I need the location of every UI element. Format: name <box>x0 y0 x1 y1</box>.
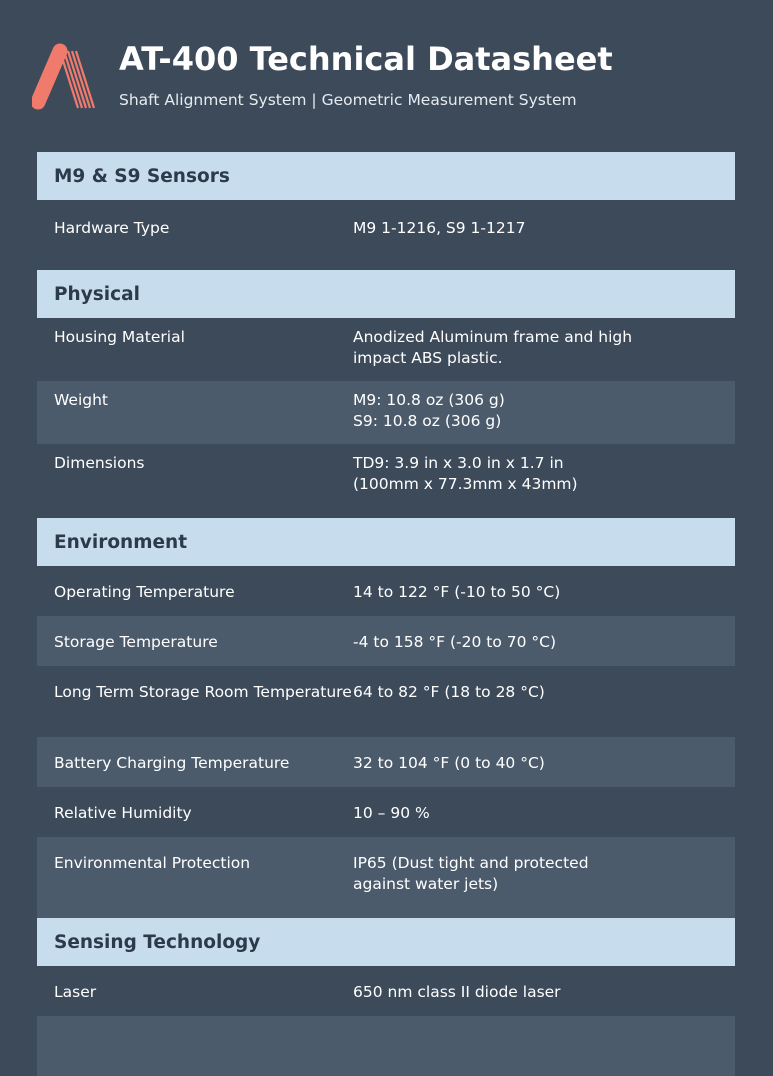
spec-value-line: S9: 10.8 oz (306 g) <box>353 412 502 430</box>
spec-value <box>353 1032 735 1076</box>
spec-value-line: IP65 (Dust tight and protected <box>353 854 589 872</box>
spec-value-line: Anodized Aluminum frame and high <box>353 328 633 346</box>
spec-row <box>37 787 735 837</box>
section-header: Environment <box>37 518 735 566</box>
spec-value-line: against water jets) <box>353 875 499 893</box>
spec-label: Housing Material <box>54 328 185 346</box>
spec-value <box>353 218 735 259</box>
spec-value <box>353 753 735 787</box>
brand-logo-icon <box>32 42 100 114</box>
spec-row <box>37 200 735 259</box>
page-title: AT-400 Technical Datasheet <box>119 40 613 78</box>
spec-label: Storage Temperature <box>54 633 218 651</box>
spec-row <box>37 616 735 666</box>
spec-value <box>353 853 735 918</box>
section-header: Sensing Technology <box>37 918 735 966</box>
spec-label: Hardware Type <box>54 219 170 237</box>
spec-label: Operating Temperature <box>54 583 235 601</box>
spec-value-line: TD9: 3.9 in x 3.0 in x 1.7 in <box>353 454 564 472</box>
spec-row <box>37 381 735 444</box>
spec-row <box>37 966 735 1016</box>
section-header: Physical <box>37 270 735 318</box>
spec-row <box>37 318 735 381</box>
spec-value-line: 10 – 90 % <box>353 804 430 822</box>
spec-row <box>37 566 735 616</box>
spec-value-line: 32 to 104 °F (0 to 40 °C) <box>353 754 545 772</box>
spec-value-line: -4 to 158 °F (-20 to 70 °C) <box>353 633 557 651</box>
spec-row <box>37 837 735 918</box>
spec-row <box>37 666 735 737</box>
page-subtitle: Shaft Alignment System | Geometric Measurement System <box>119 91 577 109</box>
spec-table <box>37 152 735 1076</box>
spec-value-line: (100mm x 77.3mm x 43mm) <box>353 475 578 493</box>
section-spacer <box>37 259 735 270</box>
spec-value-line: M9 1-1216, S9 1-1217 <box>353 219 526 237</box>
spec-value <box>353 632 735 666</box>
spec-value <box>353 390 735 444</box>
spec-value-line: impact ABS plastic. <box>353 349 503 367</box>
spec-value <box>353 803 735 837</box>
spec-value-line: 64 to 82 °F (18 to 28 °C) <box>353 683 545 701</box>
spec-label: Laser <box>54 983 97 1001</box>
spec-value-line: 14 to 122 °F (-10 to 50 °C) <box>353 583 561 601</box>
spec-label: Long Term Storage Room Temperature <box>54 683 352 701</box>
spec-value <box>353 682 735 737</box>
spec-value <box>353 327 735 381</box>
spec-label <box>37 1032 353 1076</box>
section-header: M9 & S9 Sensors <box>37 152 735 200</box>
spec-value-line: 650 nm class II diode laser <box>353 983 561 1001</box>
spec-label: Environmental Protection <box>54 854 251 872</box>
spec-value <box>353 982 735 1016</box>
spec-value <box>353 453 735 507</box>
spec-label: Weight <box>54 391 109 409</box>
spec-label: Dimensions <box>54 454 145 472</box>
spec-label: Battery Charging Temperature <box>54 754 290 772</box>
spec-row <box>37 737 735 787</box>
section-spacer <box>37 507 735 518</box>
spec-value-line: M9: 10.8 oz (306 g) <box>353 391 505 409</box>
page-header <box>0 0 773 152</box>
spec-label: Relative Humidity <box>54 804 192 822</box>
spec-row <box>37 1016 735 1076</box>
spec-row <box>37 444 735 507</box>
spec-value <box>353 582 735 616</box>
